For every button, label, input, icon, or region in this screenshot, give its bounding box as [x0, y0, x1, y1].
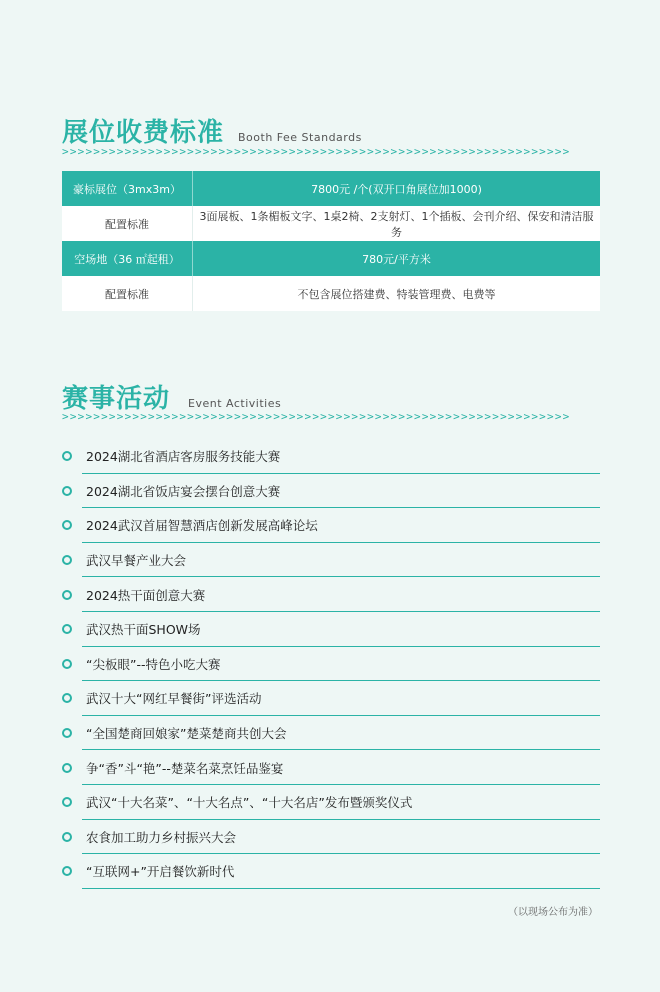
- event-item: [62, 577, 600, 612]
- event-item: [62, 543, 600, 578]
- fee-row-key: 豪标展位（3mx3m）: [62, 171, 193, 206]
- footer-note: （以现场公布为准）: [508, 907, 598, 918]
- bullet-circle-icon: [62, 728, 72, 738]
- bullet-circle-icon: [62, 797, 72, 807]
- fee-divider: >>>>>>>>>>>>>>>>>>>>>>>>>>>>>>>>>>>>>>>>>>>>>>>>>>>>>>>>>>>>>>>>>: [62, 145, 571, 158]
- events-title-en: Event Activities: [188, 397, 282, 410]
- event-item-label: 2024湖北省饭店宴会摆台创意大赛: [86, 483, 281, 499]
- bullet-circle-icon: [62, 451, 72, 461]
- fee-row-value: 不包含展位搭建费、特装管理费、电费等: [193, 276, 601, 311]
- events-list: [62, 439, 600, 889]
- fee-title-en: Booth Fee Standards: [238, 131, 362, 144]
- fee-row-value: 3面展板、1条楣板文字、1桌2椅、2支射灯、1个插板、会刊介绍、保安和清洁服务: [193, 206, 601, 241]
- event-item: [62, 681, 600, 716]
- fee-row-key: 配置标准: [62, 206, 193, 241]
- event-item-label: 武汉早餐产业大会: [86, 553, 187, 569]
- event-item: [62, 439, 600, 474]
- fee-row-value: 7800元 /个(双开口角展位加1000): [193, 171, 601, 206]
- event-item: [62, 785, 600, 820]
- event-item: [62, 612, 600, 647]
- event-item: [62, 820, 600, 855]
- bullet-circle-icon: [62, 763, 72, 773]
- events-title-cn: 赛事活动: [62, 384, 171, 414]
- bullet-circle-icon: [62, 590, 72, 600]
- event-item-label: 2024湖北省酒店客房服务技能大赛: [86, 449, 281, 465]
- fee-row: [62, 206, 600, 241]
- event-item-label: 武汉“十大名菜”、“十大名点”、“十大名店”发布暨颁奖仪式: [86, 795, 413, 811]
- event-item-label: “互联网+”开启餐饮新时代: [86, 864, 235, 880]
- fee-title-cn: 展位收费标准: [62, 118, 225, 148]
- event-item: [62, 508, 600, 543]
- bullet-circle-icon: [62, 624, 72, 634]
- bullet-circle-icon: [62, 866, 72, 876]
- event-item: [62, 716, 600, 751]
- bullet-circle-icon: [62, 693, 72, 703]
- event-item: [62, 750, 600, 785]
- event-item: [62, 474, 600, 509]
- bullet-circle-icon: [62, 555, 72, 565]
- fee-row-value: 780元/平方米: [193, 241, 601, 276]
- event-item-label: 争“香”斗“艳”--楚菜名菜烹饪品鉴宴: [86, 760, 284, 776]
- events-divider: >>>>>>>>>>>>>>>>>>>>>>>>>>>>>>>>>>>>>>>>>>>>>>>>>>>>>>>>>>>>>>>>>: [62, 410, 571, 423]
- fee-section-title: [62, 112, 362, 149]
- bullet-circle-icon: [62, 486, 72, 496]
- event-item-label: 武汉十大“网红早餐街”评选活动: [86, 691, 262, 707]
- fee-row: [62, 241, 600, 276]
- fee-row-key: 空场地（36 ㎡起租）: [62, 241, 193, 276]
- fee-row: [62, 171, 600, 206]
- fee-row: [62, 276, 600, 311]
- fee-row-key: 配置标准: [62, 276, 193, 311]
- event-item-label: 2024武汉首届智慧酒店创新发展高峰论坛: [86, 518, 318, 534]
- bullet-circle-icon: [62, 520, 72, 530]
- event-item-label: 2024热干面创意大赛: [86, 587, 206, 603]
- bullet-circle-icon: [62, 659, 72, 669]
- event-item: [62, 647, 600, 682]
- bullet-circle-icon: [62, 832, 72, 842]
- event-item-label: 农食加工助力乡村振兴大会: [86, 829, 237, 845]
- event-item-label: 武汉热干面SHOW场: [86, 622, 201, 638]
- fee-table: [62, 171, 600, 311]
- event-item: [62, 854, 600, 889]
- event-item-label: “全国楚商回娘家”楚菜楚商共创大会: [86, 726, 287, 742]
- event-item-label: “尖板眼”--特色小吃大赛: [86, 656, 221, 672]
